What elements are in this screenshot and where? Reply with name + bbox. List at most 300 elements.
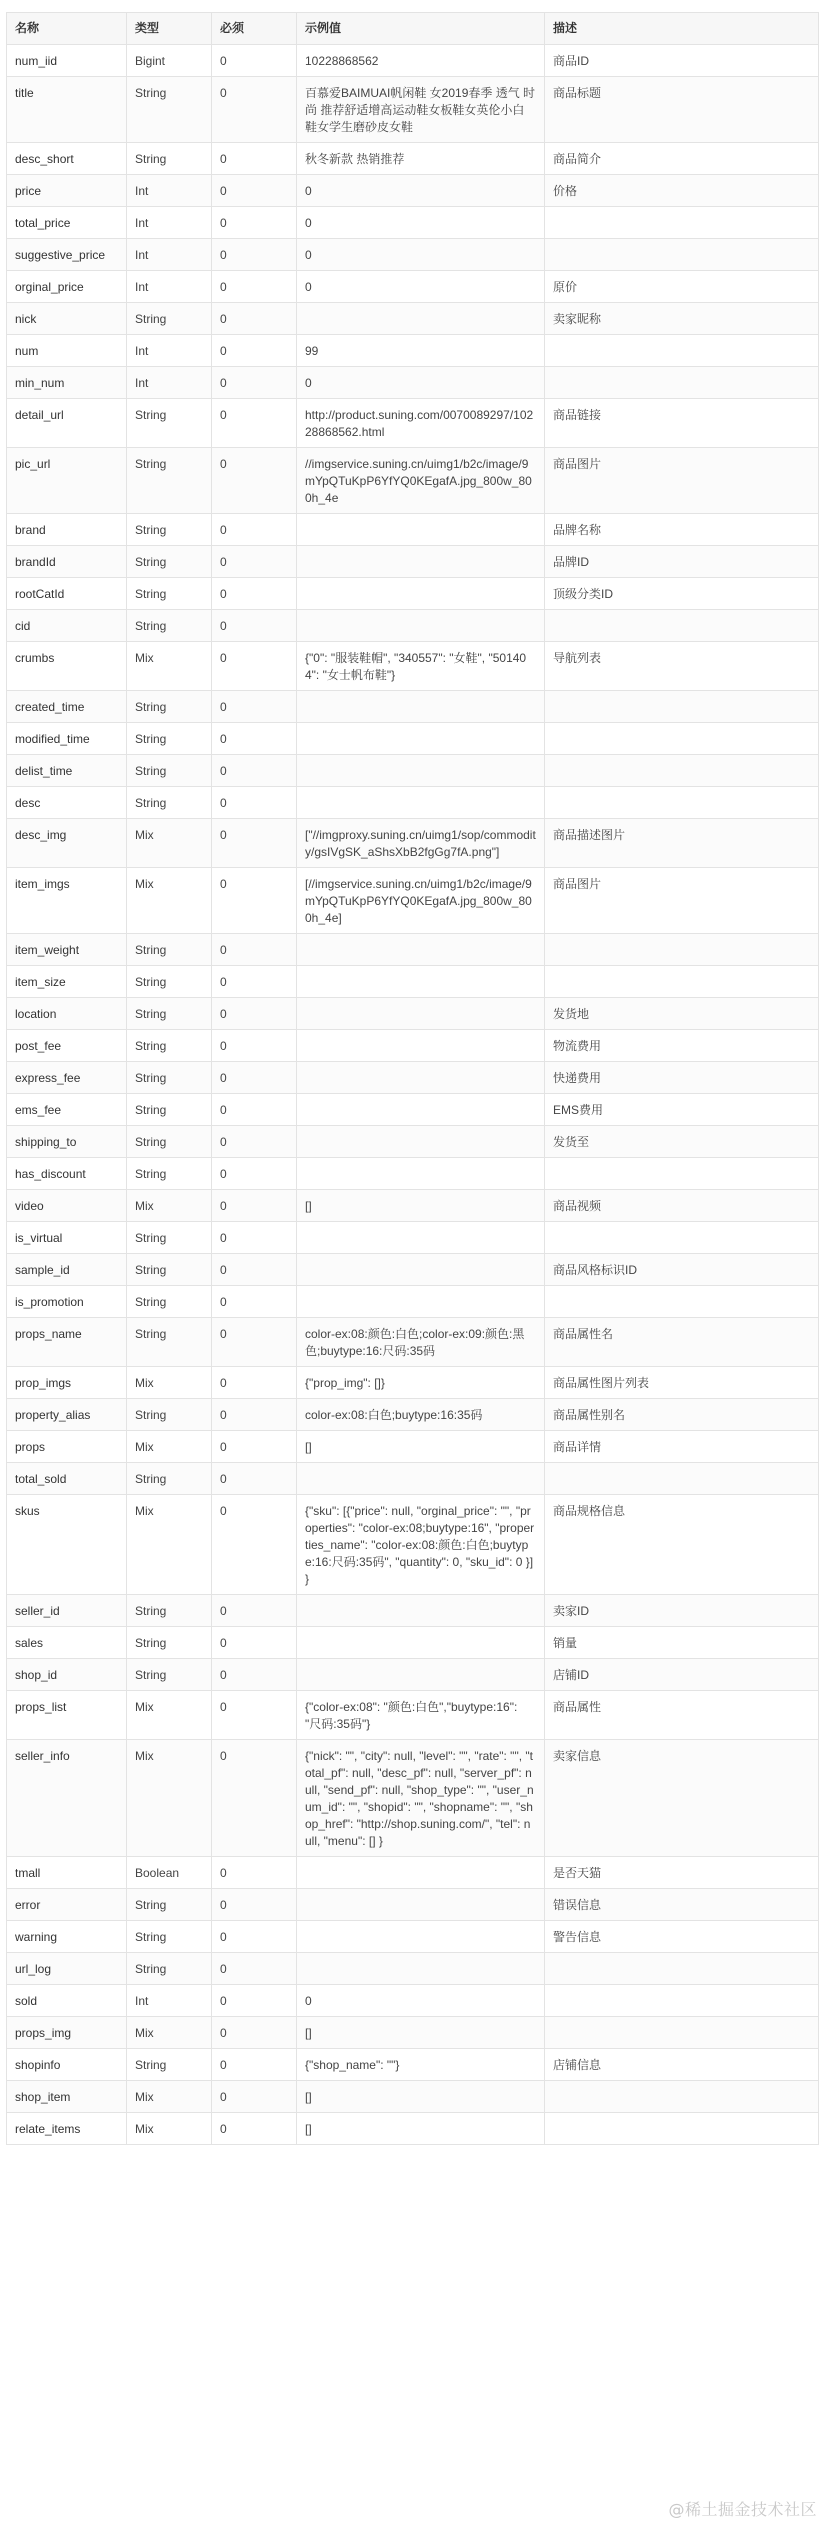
field-description: 商品简介 <box>545 143 819 175</box>
field-name: cid <box>7 610 127 642</box>
header-required: 必须 <box>212 13 297 45</box>
table-row <box>7 546 819 578</box>
table-row <box>7 934 819 966</box>
field-name: location <box>7 998 127 1030</box>
field-example <box>297 1921 545 1953</box>
field-example <box>297 1595 545 1627</box>
field-required: 0 <box>212 303 297 335</box>
table-row <box>7 966 819 998</box>
field-example: 99 <box>297 335 545 367</box>
table-row <box>7 1985 819 2017</box>
field-type: String <box>127 1030 212 1062</box>
field-required: 0 <box>212 77 297 143</box>
field-name: delist_time <box>7 755 127 787</box>
field-example: 0 <box>297 207 545 239</box>
field-description: 发货至 <box>545 1126 819 1158</box>
field-description <box>545 335 819 367</box>
field-description: 错误信息 <box>545 1889 819 1921</box>
field-required: 0 <box>212 998 297 1030</box>
field-description: 原价 <box>545 271 819 303</box>
field-type: String <box>127 1921 212 1953</box>
table-row <box>7 335 819 367</box>
field-name: skus <box>7 1495 127 1595</box>
table-row <box>7 207 819 239</box>
field-example <box>297 546 545 578</box>
field-name: total_sold <box>7 1463 127 1495</box>
field-required: 0 <box>212 175 297 207</box>
field-description <box>545 207 819 239</box>
field-type: Mix <box>127 1431 212 1463</box>
field-type: Mix <box>127 2113 212 2145</box>
table-row <box>7 2049 819 2081</box>
table-row <box>7 2113 819 2145</box>
header-row <box>7 13 819 45</box>
field-required: 0 <box>212 1318 297 1367</box>
table-row <box>7 1190 819 1222</box>
field-name: sold <box>7 1985 127 2017</box>
field-type: String <box>127 448 212 514</box>
field-required: 0 <box>212 1222 297 1254</box>
field-type: Int <box>127 175 212 207</box>
header-name: 名称 <box>7 13 127 45</box>
field-description: 警告信息 <box>545 1921 819 1953</box>
field-description: 商品详情 <box>545 1431 819 1463</box>
header-description: 描述 <box>545 13 819 45</box>
field-required: 0 <box>212 1627 297 1659</box>
field-description: 卖家昵称 <box>545 303 819 335</box>
field-example <box>297 1857 545 1889</box>
field-type: String <box>127 998 212 1030</box>
field-example: {"sku": [{"price": null, "orginal_price": "", "properties": "color-ex:08;buytype:16", "properties_name": "color-ex:08:颜色:白色;buytype:16:尺码:35码", "quantity": 0, "sku_id": 0 }] } <box>297 1495 545 1595</box>
field-example: 0 <box>297 271 545 303</box>
field-required: 0 <box>212 1158 297 1190</box>
field-required: 0 <box>212 1889 297 1921</box>
field-name: nick <box>7 303 127 335</box>
field-required: 0 <box>212 787 297 819</box>
table-row <box>7 1222 819 1254</box>
field-description: 销量 <box>545 1627 819 1659</box>
field-name: brandId <box>7 546 127 578</box>
field-type: String <box>127 1062 212 1094</box>
field-example <box>297 514 545 546</box>
table-row <box>7 819 819 868</box>
field-required: 0 <box>212 1062 297 1094</box>
field-name: shipping_to <box>7 1126 127 1158</box>
table-row <box>7 1030 819 1062</box>
field-example <box>297 1953 545 1985</box>
field-description: 卖家ID <box>545 1595 819 1627</box>
field-name: seller_info <box>7 1740 127 1857</box>
field-example: http://product.suning.com/0070089297/10228868562.html <box>297 399 545 448</box>
table-row <box>7 175 819 207</box>
field-required: 0 <box>212 966 297 998</box>
field-name: created_time <box>7 691 127 723</box>
table-row <box>7 1431 819 1463</box>
field-name: warning <box>7 1921 127 1953</box>
table-row <box>7 642 819 691</box>
field-example: ["//imgproxy.suning.cn/uimg1/sop/commodity/gsIVgSK_aShsXbB2fgGg7fA.png"] <box>297 819 545 868</box>
table-row <box>7 1094 819 1126</box>
table-row <box>7 755 819 787</box>
table-row <box>7 239 819 271</box>
field-type: Mix <box>127 1691 212 1740</box>
field-description <box>545 787 819 819</box>
field-description: 商品描述图片 <box>545 819 819 868</box>
field-description: 是否天猫 <box>545 1857 819 1889</box>
field-description <box>545 723 819 755</box>
table-row <box>7 303 819 335</box>
field-name: props_img <box>7 2017 127 2049</box>
table-row <box>7 45 819 77</box>
field-type: String <box>127 1463 212 1495</box>
field-required: 0 <box>212 1740 297 1857</box>
field-type: Mix <box>127 2081 212 2113</box>
watermark: @稀土掘金技术社区 <box>668 2500 817 2519</box>
field-description: 发货地 <box>545 998 819 1030</box>
field-example <box>297 998 545 1030</box>
field-description: 商品属性图片列表 <box>545 1367 819 1399</box>
field-type: String <box>127 755 212 787</box>
field-description <box>545 239 819 271</box>
field-name: seller_id <box>7 1595 127 1627</box>
field-example: 0 <box>297 239 545 271</box>
field-required: 0 <box>212 239 297 271</box>
field-description <box>545 755 819 787</box>
field-example <box>297 1158 545 1190</box>
field-name: shop_item <box>7 2081 127 2113</box>
field-name: total_price <box>7 207 127 239</box>
field-description: 商品属性别名 <box>545 1399 819 1431</box>
table-row <box>7 868 819 934</box>
field-required: 0 <box>212 1659 297 1691</box>
field-name: error <box>7 1889 127 1921</box>
field-required: 0 <box>212 1953 297 1985</box>
field-type: Mix <box>127 819 212 868</box>
field-type: Mix <box>127 1190 212 1222</box>
table-row <box>7 1463 819 1495</box>
field-type: String <box>127 966 212 998</box>
field-example: color-ex:08:颜色:白色;color-ex:09:颜色:黑色;buytype:16:尺码:35码 <box>297 1318 545 1367</box>
field-description: 卖家信息 <box>545 1740 819 1857</box>
field-name: modified_time <box>7 723 127 755</box>
field-description: 品牌ID <box>545 546 819 578</box>
field-description <box>545 1953 819 1985</box>
field-type: String <box>127 1254 212 1286</box>
field-required: 0 <box>212 271 297 303</box>
table-header <box>7 13 819 45</box>
field-type: String <box>127 1318 212 1367</box>
field-description: 商品图片 <box>545 868 819 934</box>
field-name: ems_fee <box>7 1094 127 1126</box>
table-row <box>7 1857 819 1889</box>
table-row <box>7 1062 819 1094</box>
field-type: Mix <box>127 868 212 934</box>
field-example: 0 <box>297 367 545 399</box>
field-required: 0 <box>212 207 297 239</box>
field-name: url_log <box>7 1953 127 1985</box>
field-type: Mix <box>127 1367 212 1399</box>
table-row <box>7 514 819 546</box>
field-description: 商品属性 <box>545 1691 819 1740</box>
field-required: 0 <box>212 868 297 934</box>
table-row <box>7 723 819 755</box>
field-name: express_fee <box>7 1062 127 1094</box>
field-example: [//imgservice.suning.cn/uimg1/b2c/image/9mYpQTuKpP6YfYQ0KEgafA.jpg_800w_800h_4e] <box>297 868 545 934</box>
field-type: String <box>127 143 212 175</box>
field-required: 0 <box>212 1399 297 1431</box>
table-row <box>7 1595 819 1627</box>
field-example: [] <box>297 2113 545 2145</box>
field-required: 0 <box>212 1190 297 1222</box>
field-type: String <box>127 787 212 819</box>
field-type: String <box>127 303 212 335</box>
table-row <box>7 1921 819 1953</box>
field-required: 0 <box>212 642 297 691</box>
field-name: is_virtual <box>7 1222 127 1254</box>
table-row <box>7 610 819 642</box>
field-example <box>297 1094 545 1126</box>
field-name: relate_items <box>7 2113 127 2145</box>
field-description <box>545 2113 819 2145</box>
field-example: 10228868562 <box>297 45 545 77</box>
field-example: //imgservice.suning.cn/uimg1/b2c/image/9mYpQTuKpP6YfYQ0KEgafA.jpg_800w_800h_4e <box>297 448 545 514</box>
field-description <box>545 934 819 966</box>
table-row <box>7 1399 819 1431</box>
field-example: {"shop_name": ""} <box>297 2049 545 2081</box>
field-name: shop_id <box>7 1659 127 1691</box>
field-type: String <box>127 1889 212 1921</box>
field-type: Int <box>127 271 212 303</box>
field-type: Mix <box>127 642 212 691</box>
field-name: title <box>7 77 127 143</box>
field-type: String <box>127 610 212 642</box>
field-example <box>297 1062 545 1094</box>
field-required: 0 <box>212 1595 297 1627</box>
field-name: rootCatId <box>7 578 127 610</box>
table-row <box>7 691 819 723</box>
field-type: String <box>127 578 212 610</box>
field-example: [] <box>297 1431 545 1463</box>
table-row <box>7 1953 819 1985</box>
field-example <box>297 691 545 723</box>
field-name: min_num <box>7 367 127 399</box>
field-type: String <box>127 77 212 143</box>
field-description: EMS费用 <box>545 1094 819 1126</box>
table-row <box>7 1659 819 1691</box>
field-name: sample_id <box>7 1254 127 1286</box>
field-required: 0 <box>212 2049 297 2081</box>
table-row <box>7 399 819 448</box>
field-required: 0 <box>212 2017 297 2049</box>
field-required: 0 <box>212 367 297 399</box>
field-example: {"color-ex:08": "颜色:白色","buytype:16": "尺码:35码"} <box>297 1691 545 1740</box>
field-required: 0 <box>212 691 297 723</box>
field-name: props_name <box>7 1318 127 1367</box>
table-row <box>7 1158 819 1190</box>
field-example <box>297 1463 545 1495</box>
field-example <box>297 303 545 335</box>
field-name: post_fee <box>7 1030 127 1062</box>
field-description <box>545 1158 819 1190</box>
field-name: num_iid <box>7 45 127 77</box>
field-type: String <box>127 1627 212 1659</box>
field-description: 商品链接 <box>545 399 819 448</box>
field-description <box>545 1286 819 1318</box>
field-description: 导航列表 <box>545 642 819 691</box>
field-name: is_promotion <box>7 1286 127 1318</box>
header-type: 类型 <box>127 13 212 45</box>
table-row <box>7 143 819 175</box>
table-row <box>7 578 819 610</box>
table-row <box>7 271 819 303</box>
table-row <box>7 2081 819 2113</box>
field-required: 0 <box>212 755 297 787</box>
field-description: 顶级分类ID <box>545 578 819 610</box>
field-example: {"0": "服装鞋帽", "340557": "女鞋", "501404": "女士帆布鞋"} <box>297 642 545 691</box>
field-name: item_size <box>7 966 127 998</box>
field-description: 商品标题 <box>545 77 819 143</box>
field-example <box>297 787 545 819</box>
table-row <box>7 1367 819 1399</box>
field-required: 0 <box>212 514 297 546</box>
field-name: props_list <box>7 1691 127 1740</box>
field-name: shopinfo <box>7 2049 127 2081</box>
field-name: desc_img <box>7 819 127 868</box>
field-name: prop_imgs <box>7 1367 127 1399</box>
field-required: 0 <box>212 1431 297 1463</box>
field-type: String <box>127 723 212 755</box>
field-example <box>297 934 545 966</box>
field-type: Bigint <box>127 45 212 77</box>
field-type: String <box>127 691 212 723</box>
field-example <box>297 966 545 998</box>
table-row <box>7 1495 819 1595</box>
table-row <box>7 1889 819 1921</box>
field-required: 0 <box>212 819 297 868</box>
table-row <box>7 1286 819 1318</box>
field-example: color-ex:08:白色;buytype:16:35码 <box>297 1399 545 1431</box>
field-name: props <box>7 1431 127 1463</box>
field-example <box>297 755 545 787</box>
field-type: String <box>127 1399 212 1431</box>
field-required: 0 <box>212 1254 297 1286</box>
field-type: Mix <box>127 1740 212 1857</box>
field-description: 商品风格标识ID <box>545 1254 819 1286</box>
field-required: 0 <box>212 578 297 610</box>
field-name: brand <box>7 514 127 546</box>
field-type: Mix <box>127 2017 212 2049</box>
field-required: 0 <box>212 2081 297 2113</box>
table-row <box>7 787 819 819</box>
field-type: Mix <box>127 1495 212 1595</box>
api-fields-table <box>6 12 819 2145</box>
field-description <box>545 610 819 642</box>
field-example: [] <box>297 2081 545 2113</box>
field-type: String <box>127 2049 212 2081</box>
field-type: String <box>127 1158 212 1190</box>
field-name: orginal_price <box>7 271 127 303</box>
field-required: 0 <box>212 1463 297 1495</box>
field-name: num <box>7 335 127 367</box>
field-description: 快递费用 <box>545 1062 819 1094</box>
field-description: 商品ID <box>545 45 819 77</box>
field-required: 0 <box>212 1857 297 1889</box>
field-type: String <box>127 1094 212 1126</box>
field-required: 0 <box>212 45 297 77</box>
field-example <box>297 1659 545 1691</box>
field-required: 0 <box>212 1985 297 2017</box>
field-example <box>297 1889 545 1921</box>
table-row <box>7 448 819 514</box>
field-name: desc_short <box>7 143 127 175</box>
field-name: tmall <box>7 1857 127 1889</box>
field-required: 0 <box>212 1286 297 1318</box>
field-type: String <box>127 1953 212 1985</box>
api-fields-table-container <box>6 12 818 2145</box>
table-row <box>7 367 819 399</box>
field-example <box>297 1286 545 1318</box>
field-required: 0 <box>212 2113 297 2145</box>
field-example: 百慕爱BAIMUAI帆闲鞋 女2019春季 透气 时尚 推荐舒适增高运动鞋女板鞋女英伦小白鞋女学生磨砂皮女鞋 <box>297 77 545 143</box>
field-description: 物流费用 <box>545 1030 819 1062</box>
field-example <box>297 610 545 642</box>
table-row <box>7 1318 819 1367</box>
field-name: sales <box>7 1627 127 1659</box>
field-type: Boolean <box>127 1857 212 1889</box>
field-required: 0 <box>212 335 297 367</box>
field-description <box>545 966 819 998</box>
header-example: 示例值 <box>297 13 545 45</box>
field-required: 0 <box>212 1691 297 1740</box>
field-name: suggestive_price <box>7 239 127 271</box>
field-description: 店铺信息 <box>545 2049 819 2081</box>
field-name: item_weight <box>7 934 127 966</box>
field-required: 0 <box>212 934 297 966</box>
field-description: 商品规格信息 <box>545 1495 819 1595</box>
field-example <box>297 1627 545 1659</box>
field-description: 商品视频 <box>545 1190 819 1222</box>
field-type: Int <box>127 239 212 271</box>
field-description <box>545 1985 819 2017</box>
field-name: pic_url <box>7 448 127 514</box>
field-description <box>545 2081 819 2113</box>
field-name: video <box>7 1190 127 1222</box>
field-type: String <box>127 1595 212 1627</box>
field-required: 0 <box>212 1367 297 1399</box>
field-description <box>545 691 819 723</box>
field-required: 0 <box>212 546 297 578</box>
field-type: String <box>127 399 212 448</box>
field-name: detail_url <box>7 399 127 448</box>
field-example: {"prop_img": []} <box>297 1367 545 1399</box>
field-name: price <box>7 175 127 207</box>
field-required: 0 <box>212 1495 297 1595</box>
field-description: 商品图片 <box>545 448 819 514</box>
field-example: 秋冬新款 热销推荐 <box>297 143 545 175</box>
field-name: item_imgs <box>7 868 127 934</box>
field-example <box>297 1126 545 1158</box>
field-name: crumbs <box>7 642 127 691</box>
field-name: property_alias <box>7 1399 127 1431</box>
field-example <box>297 723 545 755</box>
field-description: 价格 <box>545 175 819 207</box>
field-name: has_discount <box>7 1158 127 1190</box>
field-example <box>297 1254 545 1286</box>
table-row <box>7 77 819 143</box>
field-required: 0 <box>212 1030 297 1062</box>
field-type: String <box>127 1222 212 1254</box>
table-row <box>7 1740 819 1857</box>
